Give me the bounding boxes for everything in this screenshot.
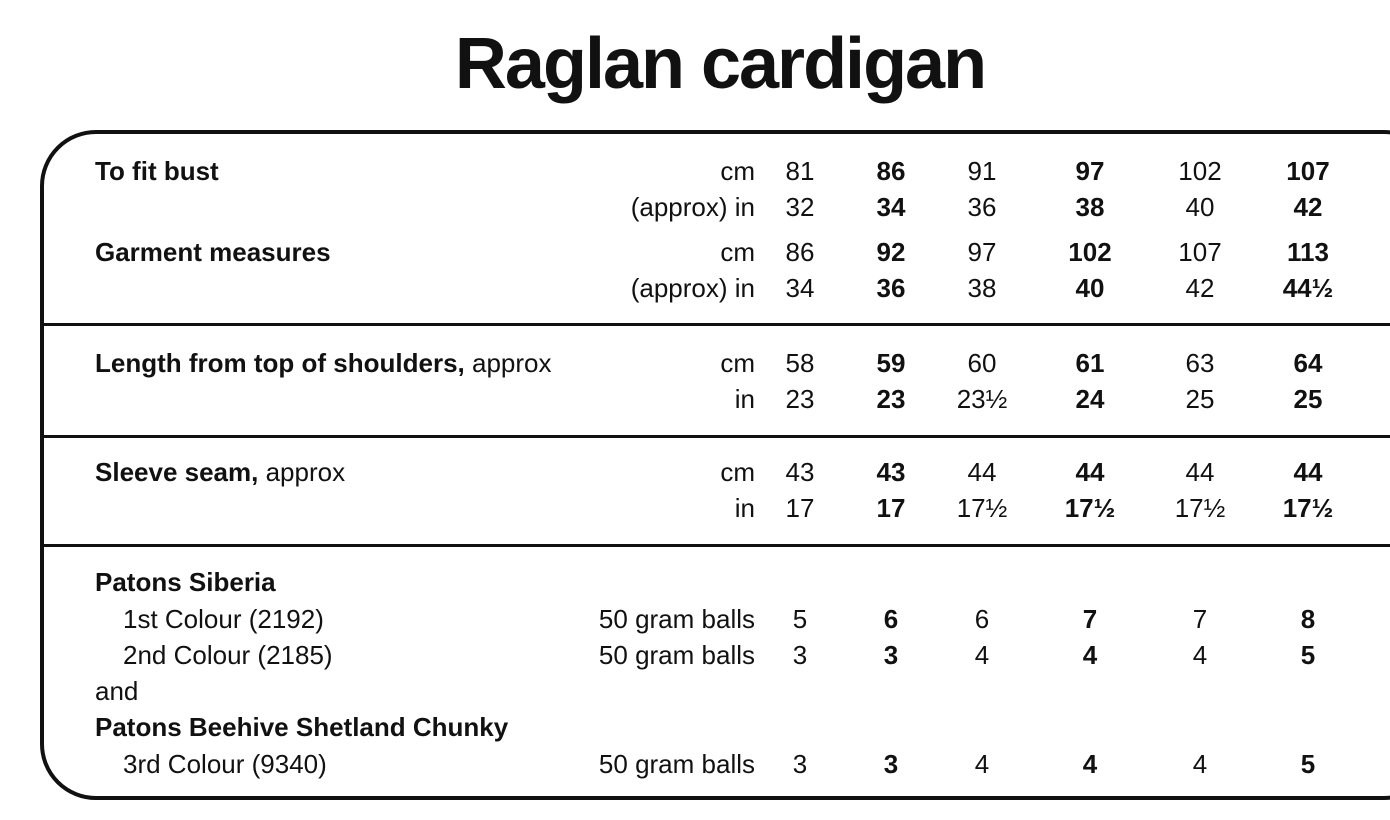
yarn-brand-1: Patons Siberia: [95, 567, 276, 597]
length-cm-value: 59: [876, 348, 906, 378]
colour-2-label: 2nd Colour (2185): [123, 640, 333, 670]
garment-in-value: 42: [1185, 273, 1215, 303]
colour-3-value: 3: [883, 749, 899, 779]
garment-cm-value: 102: [1068, 237, 1112, 267]
colour-2-value: 4: [1192, 640, 1208, 670]
length-label-bold: Length from top of shoulders,: [95, 348, 465, 378]
garment-cm-unit: cm: [720, 237, 755, 267]
length-cm-value: 58: [785, 348, 815, 378]
garment-label: Garment measures: [95, 237, 331, 267]
length-cm-unit: cm: [720, 348, 755, 378]
sleeve-in-value: 17½: [956, 493, 1008, 523]
colour-1-value: 5: [792, 604, 808, 634]
yarn-brand-2: Patons Beehive Shetland Chunky: [95, 712, 509, 742]
colour-2-value: 4: [974, 640, 990, 670]
colour-2-value: 3: [792, 640, 808, 670]
colour-1-label: 1st Colour (2192): [123, 604, 324, 634]
garment-in-value: 38: [967, 273, 997, 303]
colour-3-value: 4: [1192, 749, 1208, 779]
bust-cm-value: 81: [785, 156, 815, 186]
section-divider: [42, 323, 1390, 326]
sleeve-cm-value: 44: [1293, 457, 1323, 487]
bust-cm-value: 97: [1075, 156, 1105, 186]
length-in-value: 25: [1185, 384, 1215, 414]
garment-cm-value: 97: [967, 237, 997, 267]
length-cm-value: 64: [1293, 348, 1323, 378]
and-text: and: [95, 676, 139, 706]
length-in-value: 23½: [956, 384, 1008, 414]
colour-1-value: 6: [883, 604, 899, 634]
garment-in-unit: (approx) in: [630, 273, 755, 303]
colour-2-unit: 50 gram balls: [598, 640, 755, 670]
colour-3-unit: 50 gram balls: [598, 749, 755, 779]
colour-3-value: 5: [1300, 749, 1316, 779]
garment-in-value: 44½: [1282, 273, 1334, 303]
sleeve-in-unit: in: [734, 493, 755, 523]
colour-2-value: 4: [1082, 640, 1098, 670]
colour-3-value: 4: [974, 749, 990, 779]
sleeve-cm-value: 43: [876, 457, 906, 487]
bust-cm-unit: cm: [720, 156, 755, 186]
bust-cm-value: 102: [1178, 156, 1222, 186]
sleeve-in-value: 17½: [1282, 493, 1334, 523]
sleeve-in-value: 17: [876, 493, 906, 523]
length-in-value: 24: [1075, 384, 1105, 414]
bust-label: To fit bust: [95, 156, 219, 186]
page-title: Raglan cardigan: [454, 24, 986, 104]
sleeve-cm-unit: cm: [720, 457, 755, 487]
length-in-value: 25: [1293, 384, 1323, 414]
length-cm-value: 61: [1075, 348, 1105, 378]
sleeve-label-rest: approx: [258, 457, 346, 487]
sleeve-label: [95, 457, 345, 487]
colour-1-value: 7: [1192, 604, 1208, 634]
length-label-rest: approx: [464, 348, 552, 378]
garment-cm-value: 92: [876, 237, 906, 267]
length-cm-value: 63: [1185, 348, 1215, 378]
sleeve-cm-value: 44: [967, 457, 997, 487]
colour-1-value: 6: [974, 604, 990, 634]
garment-cm-value: 113: [1287, 237, 1329, 267]
garment-cm-value: 86: [785, 237, 815, 267]
bust-in-value: 42: [1293, 192, 1323, 222]
bust-in-value: 36: [967, 192, 997, 222]
section-divider: [42, 435, 1390, 438]
bust-in-value: 40: [1185, 192, 1215, 222]
colour-1-value: 8: [1300, 604, 1316, 634]
bust-cm-value: 86: [876, 156, 906, 186]
bust-in-value: 38: [1075, 192, 1105, 222]
colour-2-value: 5: [1300, 640, 1316, 670]
colour-3-value: 4: [1082, 749, 1098, 779]
length-in-value: 23: [785, 384, 815, 414]
sleeve-in-value: 17: [785, 493, 815, 523]
sleeve-in-value: 17½: [1174, 493, 1226, 523]
garment-in-value: 40: [1075, 273, 1105, 303]
colour-1-value: 7: [1082, 604, 1098, 634]
garment-in-value: 36: [876, 273, 906, 303]
length-in-unit: in: [734, 384, 755, 414]
colour-1-unit: 50 gram balls: [598, 604, 755, 634]
length-in-value: 23: [876, 384, 906, 414]
sleeve-in-value: 17½: [1064, 493, 1116, 523]
bust-cm-value: 107: [1286, 156, 1330, 186]
sleeve-label-bold: Sleeve seam,: [95, 457, 259, 487]
garment-cm-value: 107: [1178, 237, 1222, 267]
sleeve-cm-value: 44: [1075, 457, 1105, 487]
length-cm-value: 60: [967, 348, 997, 378]
section-divider: [42, 544, 1390, 547]
colour-2-value: 3: [883, 640, 899, 670]
sleeve-cm-value: 43: [785, 457, 815, 487]
bust-in-unit: (approx) in: [630, 192, 755, 222]
colour-3-label: 3rd Colour (9340): [123, 749, 327, 779]
bust-cm-value: 91: [967, 156, 997, 186]
bust-in-value: 34: [876, 192, 906, 222]
sleeve-cm-value: 44: [1185, 457, 1215, 487]
bust-in-value: 32: [785, 192, 815, 222]
length-label: [95, 348, 552, 378]
garment-in-value: 34: [785, 273, 815, 303]
colour-3-value: 3: [792, 749, 808, 779]
